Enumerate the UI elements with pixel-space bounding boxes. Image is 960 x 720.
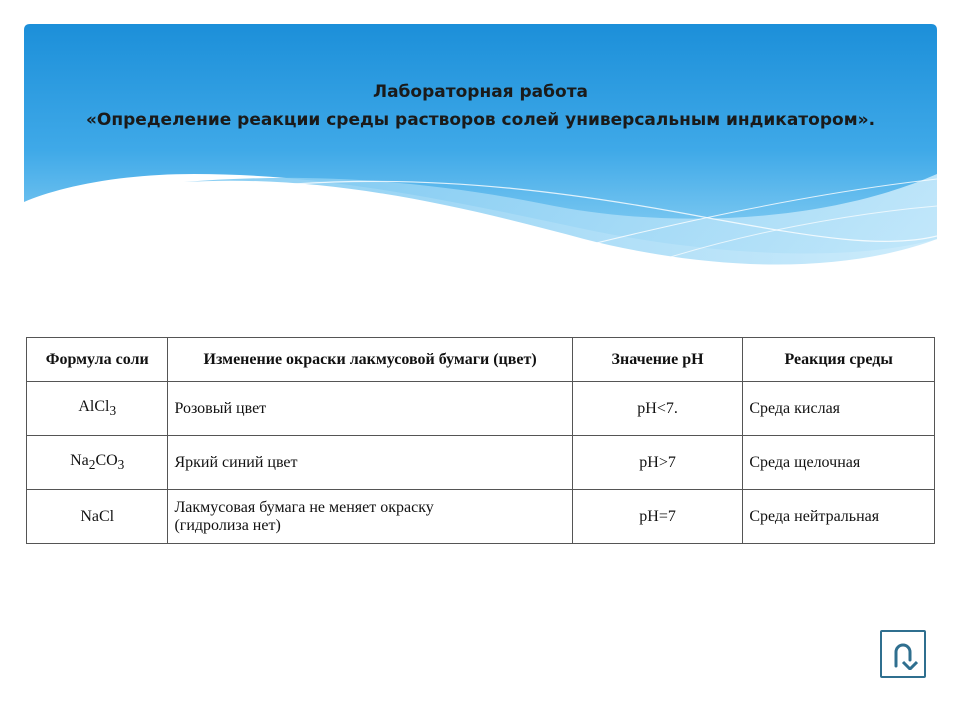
cell-ph: pH=7 [572, 490, 743, 544]
cell-reaction: Среда щелочная [743, 436, 935, 490]
return-button[interactable] [880, 630, 926, 678]
table-row [27, 382, 935, 436]
formula-subscript-2: 3 [117, 457, 125, 473]
cell-formula [27, 436, 168, 490]
color-change-line-2: (гидролиза нет) [174, 516, 281, 534]
header-banner [24, 24, 937, 274]
header-formula: Формула соли [27, 338, 168, 382]
cell-ph: pH>7 [572, 436, 743, 490]
cell-formula [27, 490, 168, 544]
wave-background [24, 24, 937, 274]
cell-color-change [168, 490, 572, 544]
cell-color-change: Яркий синий цвет [168, 436, 572, 490]
formula-tail: CO [95, 451, 118, 469]
cell-reaction: Среда нейтральная [743, 490, 935, 544]
formula-base: Na [70, 451, 89, 469]
slide-title [24, 78, 937, 134]
title-line-1: Лабораторная работа [372, 82, 589, 102]
cell-reaction: Среда кислая [743, 382, 935, 436]
cell-formula [27, 382, 168, 436]
header-color-change: Изменение окраски лакмусовой бумаги (цвет) [168, 338, 572, 382]
u-turn-arrow-icon [888, 638, 918, 670]
formula-subscript: 3 [109, 403, 117, 419]
table-row [27, 436, 935, 490]
cell-color-change: Розовый цвет [168, 382, 572, 436]
salts-table [26, 337, 935, 544]
header-reaction: Реакция среды [743, 338, 935, 382]
table-header-row [27, 338, 935, 382]
color-change-line-1: Лакмусовая бумага не меняет окраску [174, 498, 434, 516]
title-line-2: «Определение реакции среды растворов солей универсальным индикатором». [85, 110, 876, 130]
formula-subscript: 2 [88, 457, 96, 473]
cell-ph: pH<7. [572, 382, 743, 436]
table-row [27, 490, 935, 544]
formula-base: NaCl [80, 507, 115, 525]
formula-base: AlCl [78, 397, 110, 415]
header-ph: Значение pH [572, 338, 743, 382]
